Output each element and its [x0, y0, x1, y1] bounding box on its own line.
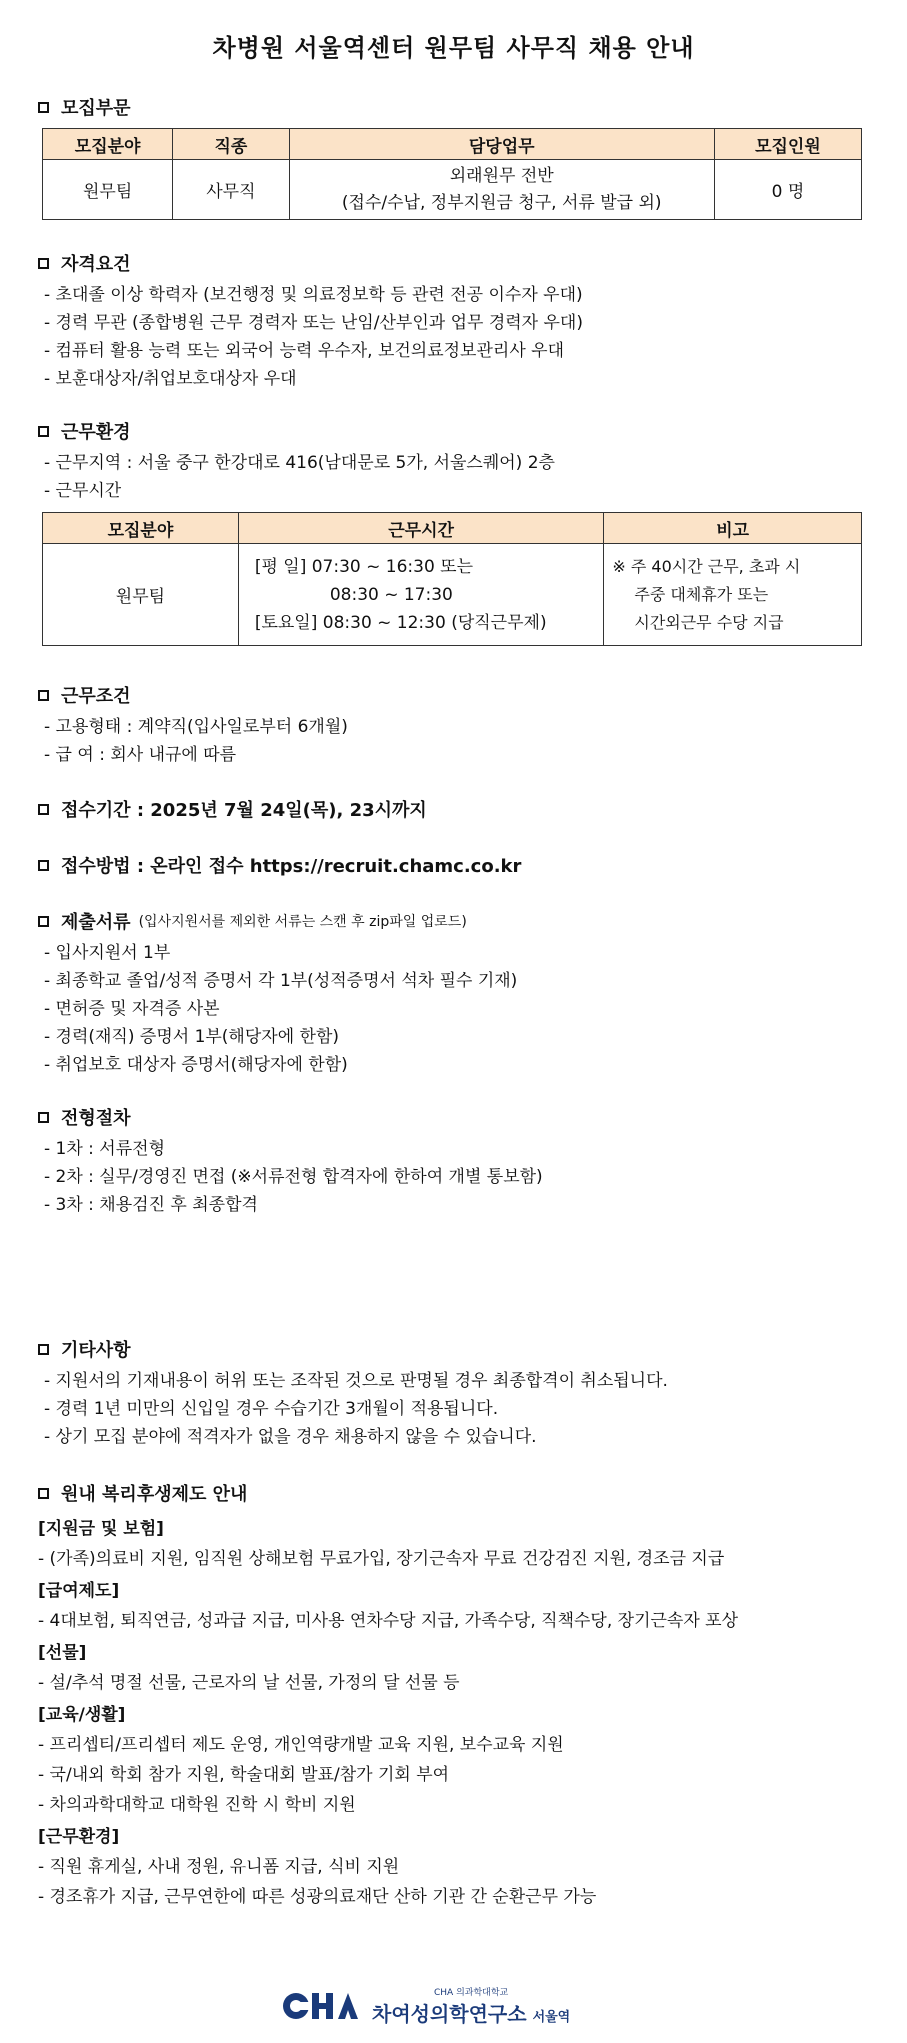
logo-university: CHA 의과학대학교 [434, 1988, 509, 1998]
list-item: - 3차 : 채용검진 후 최종합격 [44, 1195, 258, 1215]
list-item: - 설/추석 명절 선물, 근로자의 날 선물, 가정의 달 선물 등 [38, 1673, 460, 1693]
section-conditions-heading: 근무조건 [38, 682, 131, 708]
cha-logo [282, 1986, 570, 2026]
welfare-group-title: [지원금 및 보험] [38, 1519, 164, 1539]
welfare-group-title: [급여제도] [38, 1581, 120, 1601]
list-item: - 취업보호 대상자 증명서(해당자에 한함) [44, 1055, 348, 1075]
list-item: - 보훈대상자/취업보호대상자 우대 [44, 369, 297, 389]
section-etc-heading: 기타사항 [38, 1336, 131, 1362]
worktime-hours: [평 일] 07:30 ~ 16:30 또는 08:30 ~ 17:30 [토요일] 08:30 ~ 12:30 (당직근무제) [238, 544, 604, 646]
list-item: - 차의과학대학교 대학원 진학 시 학비 지원 [38, 1795, 356, 1815]
list-item: - 컴퓨터 활용 능력 또는 외국어 능력 우수자, 보건의료정보관리사 우대 [44, 341, 564, 361]
welfare-group-title: [선물] [38, 1643, 87, 1663]
welfare-group-title: [근무환경] [38, 1827, 120, 1847]
logo-institute: 차여성의학연구소 [372, 2002, 527, 2026]
section-qualification-heading: 자격요건 [38, 250, 131, 276]
section-welfare-heading: 원내 복리후생제도 안내 [38, 1480, 247, 1506]
recruit-job: 사무직 [173, 160, 289, 220]
checkbox-bullet-icon [38, 916, 49, 927]
list-item: - 근무지역 : 서울 중구 한강대로 416(남대문로 5가, 서울스퀘어) 2층 [44, 453, 555, 473]
recruit-header-count: 모집인원 [714, 129, 861, 160]
section-period-heading: 접수기간 : 2025년 7월 24일(목), 23시까지 [38, 796, 427, 822]
worktime-header-time: 근무시간 [238, 513, 604, 544]
list-item: - 지원서의 기재내용이 허위 또는 조작된 것으로 판명될 경우 최종합격이 취소됩니다. [44, 1371, 668, 1391]
list-item: - 프리셉티/프리셉터 제도 운영, 개인역량개발 교육 지원, 보수교육 지원 [38, 1735, 564, 1755]
list-item: - 경력(재직) 증명서 1부(해당자에 한함) [44, 1027, 340, 1047]
list-item: - 초대졸 이상 학력자 (보건행정 및 의료정보학 등 관련 전공 이수자 우대) [44, 285, 583, 305]
list-item: - 상기 모집 분야에 적격자가 없을 경우 채용하지 않을 수 있습니다. [44, 1427, 537, 1447]
recruit-count: 0 명 [714, 160, 861, 220]
recruit-duty: 외래원무 전반 (접수/수납, 정부지원금 청구, 서류 발급 외) [289, 160, 714, 220]
checkbox-bullet-icon [38, 860, 49, 871]
list-item: - 경력 무관 (종합병원 근무 경력자 또는 난임/산부인과 업무 경력자 우대) [44, 313, 583, 333]
list-item: - 경조휴가 지급, 근무연한에 따른 성광의료재단 산하 기관 간 순환근무 가능 [38, 1887, 597, 1907]
checkbox-bullet-icon [38, 1488, 49, 1499]
list-item: - 2차 : 실무/경영진 면접 (※서류전형 합격자에 한하여 개별 통보함) [44, 1167, 543, 1187]
list-item: - 최종학교 졸업/성적 증명서 각 1부(성적증명서 석차 필수 기재) [44, 971, 518, 991]
checkbox-bullet-icon [38, 1344, 49, 1355]
worktime-table [42, 512, 862, 646]
checkbox-bullet-icon [38, 690, 49, 701]
section-method-heading: 접수방법 : 온라인 접수 https://recruit.chamc.co.kr [38, 852, 521, 878]
recruit-field: 원무팀 [43, 160, 173, 220]
welfare-group-title: [교육/생활] [38, 1705, 126, 1725]
list-item: - 직원 휴게실, 사내 정원, 유니폼 지급, 식비 지원 [38, 1857, 400, 1877]
list-item: - 입사지원서 1부 [44, 943, 171, 963]
list-item: - 급 여 : 회사 내규에 따름 [44, 745, 237, 765]
section-environment-heading: 근무환경 [38, 418, 131, 444]
worktime-field: 원무팀 [43, 544, 239, 646]
list-item: - 경력 1년 미만의 신입일 경우 수습기간 3개월이 적용됩니다. [44, 1399, 499, 1419]
worktime-header-note: 비고 [604, 513, 862, 544]
section-process-heading: 전형절차 [38, 1104, 131, 1130]
checkbox-bullet-icon [38, 102, 49, 113]
section-documents-heading: 제출서류 (입사지원서를 제외한 서류는 스캔 후 zip파일 업로드) [38, 908, 467, 934]
list-item: - 근무시간 [44, 481, 122, 501]
list-item: - 고용형태 : 계약직(입사일로부터 6개월) [44, 717, 348, 737]
worktime-header-field: 모집분야 [43, 513, 239, 544]
cha-logo-mark-icon [282, 1989, 362, 2023]
list-item: - (가족)의료비 지원, 임직원 상해보험 무료가입, 장기근속자 무료 건강검진 지원, 경조금 지급 [38, 1549, 725, 1569]
recruit-header-field: 모집분야 [43, 129, 173, 160]
checkbox-bullet-icon [38, 426, 49, 437]
page-title: 차병원 서울역센터 원무팀 사무직 채용 안내 [212, 34, 695, 62]
list-item: - 면허증 및 자격증 사본 [44, 999, 220, 1019]
logo-location: 서울역 [532, 2010, 571, 2025]
recruit-header-duty: 담당업무 [289, 129, 714, 160]
checkbox-bullet-icon [38, 258, 49, 269]
list-item: - 1차 : 서류전형 [44, 1139, 165, 1159]
section-recruit-heading: 모집부문 [38, 94, 131, 120]
worktime-note: ※ 주 40시간 근무, 초과 시 주중 대체휴가 또는 시간외근무 수당 지급 [604, 544, 862, 646]
recruit-header-job: 직종 [173, 129, 289, 160]
checkbox-bullet-icon [38, 804, 49, 815]
list-item: - 4대보험, 퇴직연금, 성과급 지급, 미사용 연차수당 지급, 가족수당, 직책수당, 장기근속자 포상 [38, 1611, 739, 1631]
list-item: - 국/내외 학회 참가 지원, 학술대회 발표/참가 기회 부여 [38, 1765, 450, 1785]
documents-note: (입사지원서를 제외한 서류는 스캔 후 zip파일 업로드) [138, 914, 467, 930]
checkbox-bullet-icon [38, 1112, 49, 1123]
recruit-table [42, 128, 862, 220]
